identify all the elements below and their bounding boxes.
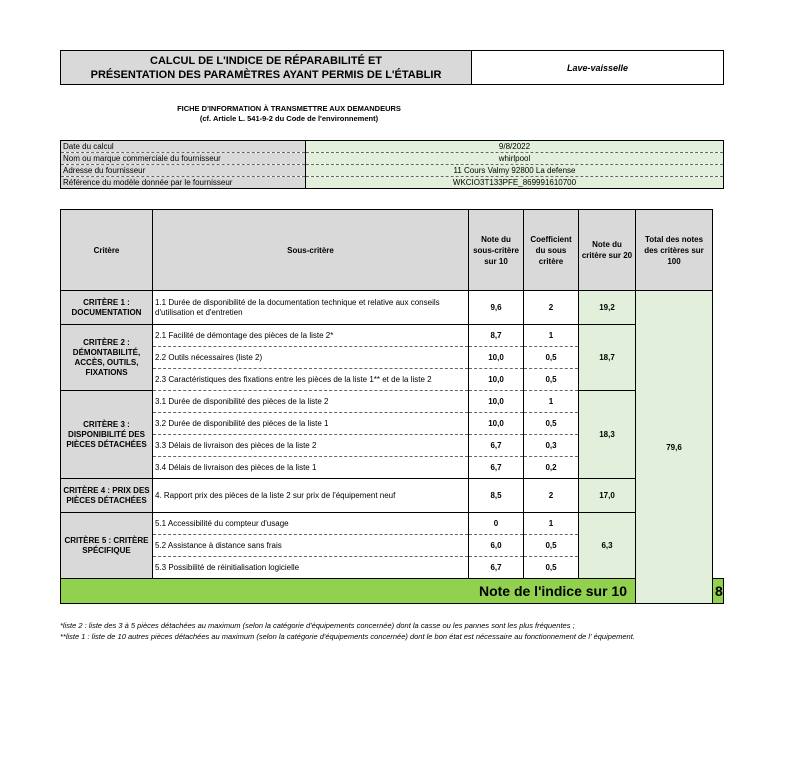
subcriterion-note: 9,6 xyxy=(469,291,524,325)
subcriterion-note: 6,7 xyxy=(469,435,524,457)
table-row xyxy=(61,325,724,347)
header-note-critere: Note du critère sur 20 xyxy=(579,210,636,291)
header-critere: Critère xyxy=(61,210,153,291)
subcriterion-note: 6,7 xyxy=(469,557,524,579)
header-sous-critere: Sous-critère xyxy=(153,210,469,291)
subcriterion-label: 4. Rapport prix des pièces de la liste 2 sur prix de l'équipement neuf xyxy=(153,479,469,513)
info-label: Référence du modèle donnée par le fournisseur xyxy=(61,177,306,189)
total-notes: 79,6 xyxy=(636,291,713,604)
subcriterion-coef: 1 xyxy=(524,513,579,535)
info-value: WKCIO3T133PFE_869991610700 xyxy=(306,177,724,189)
subcriterion-label: 3.3 Délais de livraison des pièces de la liste 2 xyxy=(153,435,469,457)
subcriterion-coef: 0,5 xyxy=(524,413,579,435)
final-score-value: 8 xyxy=(713,579,724,604)
subcriterion-label: 2.1 Facilité de démontage des pièces de la liste 2* xyxy=(153,325,469,347)
subcriterion-note: 0 xyxy=(469,513,524,535)
subcriterion-coef: 0,2 xyxy=(524,457,579,479)
table-row xyxy=(61,479,724,513)
final-score-row xyxy=(61,579,724,604)
info-label: Nom ou marque commerciale du fournisseur xyxy=(61,153,306,165)
criterion-1-name: CRITÈRE 1 : DOCUMENTATION xyxy=(61,291,153,325)
criterion-5-note: 6,3 xyxy=(579,513,636,579)
subcriterion-label: 1.1 Durée de disponibilité de la documentation technique et relative aux conseils d'utilisation et d'entretien xyxy=(153,291,469,325)
subcriterion-coef: 0,3 xyxy=(524,435,579,457)
header-note-sous: Note du sous-critère sur 10 xyxy=(469,210,524,291)
subcriterion-coef: 1 xyxy=(524,391,579,413)
info-label: Adresse du fournisseur xyxy=(61,165,306,177)
subcriterion-coef: 2 xyxy=(524,479,579,513)
criterion-5-name: CRITÈRE 5 : CRITÈRE SPÉCIFIQUE xyxy=(61,513,153,579)
subcriterion-note: 10,0 xyxy=(469,391,524,413)
subcriterion-coef: 2 xyxy=(524,291,579,325)
fiche-line-2: (cf. Article L. 541-9-2 du Code de l'environnement) xyxy=(199,114,379,123)
final-score-label: Note de l'indice sur 10 xyxy=(61,579,636,604)
criterion-2-name: CRITÈRE 2 : DÉMONTABILITÉ, ACCÈS, OUTILS, FIXATIONS xyxy=(61,325,153,391)
table-row xyxy=(61,291,724,325)
subcriterion-label: 5.2 Assistance à distance sans frais xyxy=(153,535,469,557)
footnote-liste-1: **liste 1 : liste de 10 autres pièces détachées au maximum (selon la catégorie d'équipements concernée) dont le bon état est nécessaire au fonctionnement de l' équipement. xyxy=(60,632,635,641)
subcriterion-coef: 0,5 xyxy=(524,535,579,557)
criterion-2-note: 18,7 xyxy=(579,325,636,391)
subcriterion-label: 2.2 Outils nécessaires (liste 2) xyxy=(153,347,469,369)
criterion-3-note: 18,3 xyxy=(579,391,636,479)
repairability-table xyxy=(60,209,724,604)
criterion-4-note: 17,0 xyxy=(579,479,636,513)
info-row-address xyxy=(61,165,724,177)
info-row-date xyxy=(61,141,724,153)
subcriterion-coef: 0,5 xyxy=(524,347,579,369)
subcriterion-coef: 0,5 xyxy=(524,557,579,579)
subcriterion-label: 3.1 Durée de disponibilité des pièces de la liste 2 xyxy=(153,391,469,413)
footnotes xyxy=(60,620,724,642)
subcriterion-label: 3.2 Durée de disponibilité des pièces de la liste 1 xyxy=(153,413,469,435)
subcriterion-note: 8,5 xyxy=(469,479,524,513)
header-coef: Coefficient du sous critère xyxy=(524,210,579,291)
subcriterion-coef: 0,5 xyxy=(524,369,579,391)
title-line-1: CALCUL DE L'INDICE DE RÉPARABILITÉ ET xyxy=(150,54,382,67)
header-total: Total des notes des critères sur 100 xyxy=(636,210,713,291)
title-line-2: PRÉSENTATION DES PARAMÈTRES AYANT PERMIS DE L'ÉTABLIR xyxy=(90,68,442,81)
subcriterion-note: 10,0 xyxy=(469,413,524,435)
table-row xyxy=(61,513,724,535)
criterion-3-name: CRITÈRE 3 : DISPONIBILITÉ DES PIÈCES DÉTACHÉES xyxy=(61,391,153,479)
subcriterion-label: 3.4 Délais de livraison des pièces de la liste 1 xyxy=(153,457,469,479)
subcriterion-note: 10,0 xyxy=(469,369,524,391)
subcriterion-note: 8,7 xyxy=(469,325,524,347)
subcriterion-label: 2.3 Caractéristiques des fixations entre les pièces de la liste 1** et de la liste 2 xyxy=(153,369,469,391)
product-category: Lave-vaisselle xyxy=(566,62,629,73)
title-block xyxy=(60,50,724,85)
subcriterion-note: 6,7 xyxy=(469,457,524,479)
subcriterion-label: 5.3 Possibilité de réinitialisation logicielle xyxy=(153,557,469,579)
info-row-reference xyxy=(61,177,724,189)
footnote-liste-2: *liste 2 : liste des 3 à 5 pièces détachées au maximum (selon la catégorie d'équipements concernée) dont la casse ou les pannes sont les plus fréquentes ; xyxy=(60,621,575,630)
info-value: whirlpool xyxy=(306,153,724,165)
table-row xyxy=(61,391,724,413)
criterion-4-name: CRITÈRE 4 : PRIX DES PIÈCES DÉTACHÉES xyxy=(61,479,153,513)
info-value: 9/8/2022 xyxy=(306,141,724,153)
fiche-heading xyxy=(60,104,518,124)
subcriterion-label: 5.1 Accessibilité du compteur d'usage xyxy=(153,513,469,535)
title-cell xyxy=(61,51,472,84)
info-label: Date du calcul xyxy=(61,141,306,153)
subcriterion-note: 6,0 xyxy=(469,535,524,557)
subcriterion-coef: 1 xyxy=(524,325,579,347)
subcriterion-note: 10,0 xyxy=(469,347,524,369)
table-header-row xyxy=(61,210,724,291)
supplier-info-table xyxy=(60,140,724,189)
info-value: 11 Cours Valmy 92800 La defense xyxy=(306,165,724,177)
criterion-1-note: 19,2 xyxy=(579,291,636,325)
fiche-line-1: FICHE D'INFORMATION À TRANSMETTRE AUX DEMANDEURS xyxy=(177,104,401,113)
info-row-brand xyxy=(61,153,724,165)
